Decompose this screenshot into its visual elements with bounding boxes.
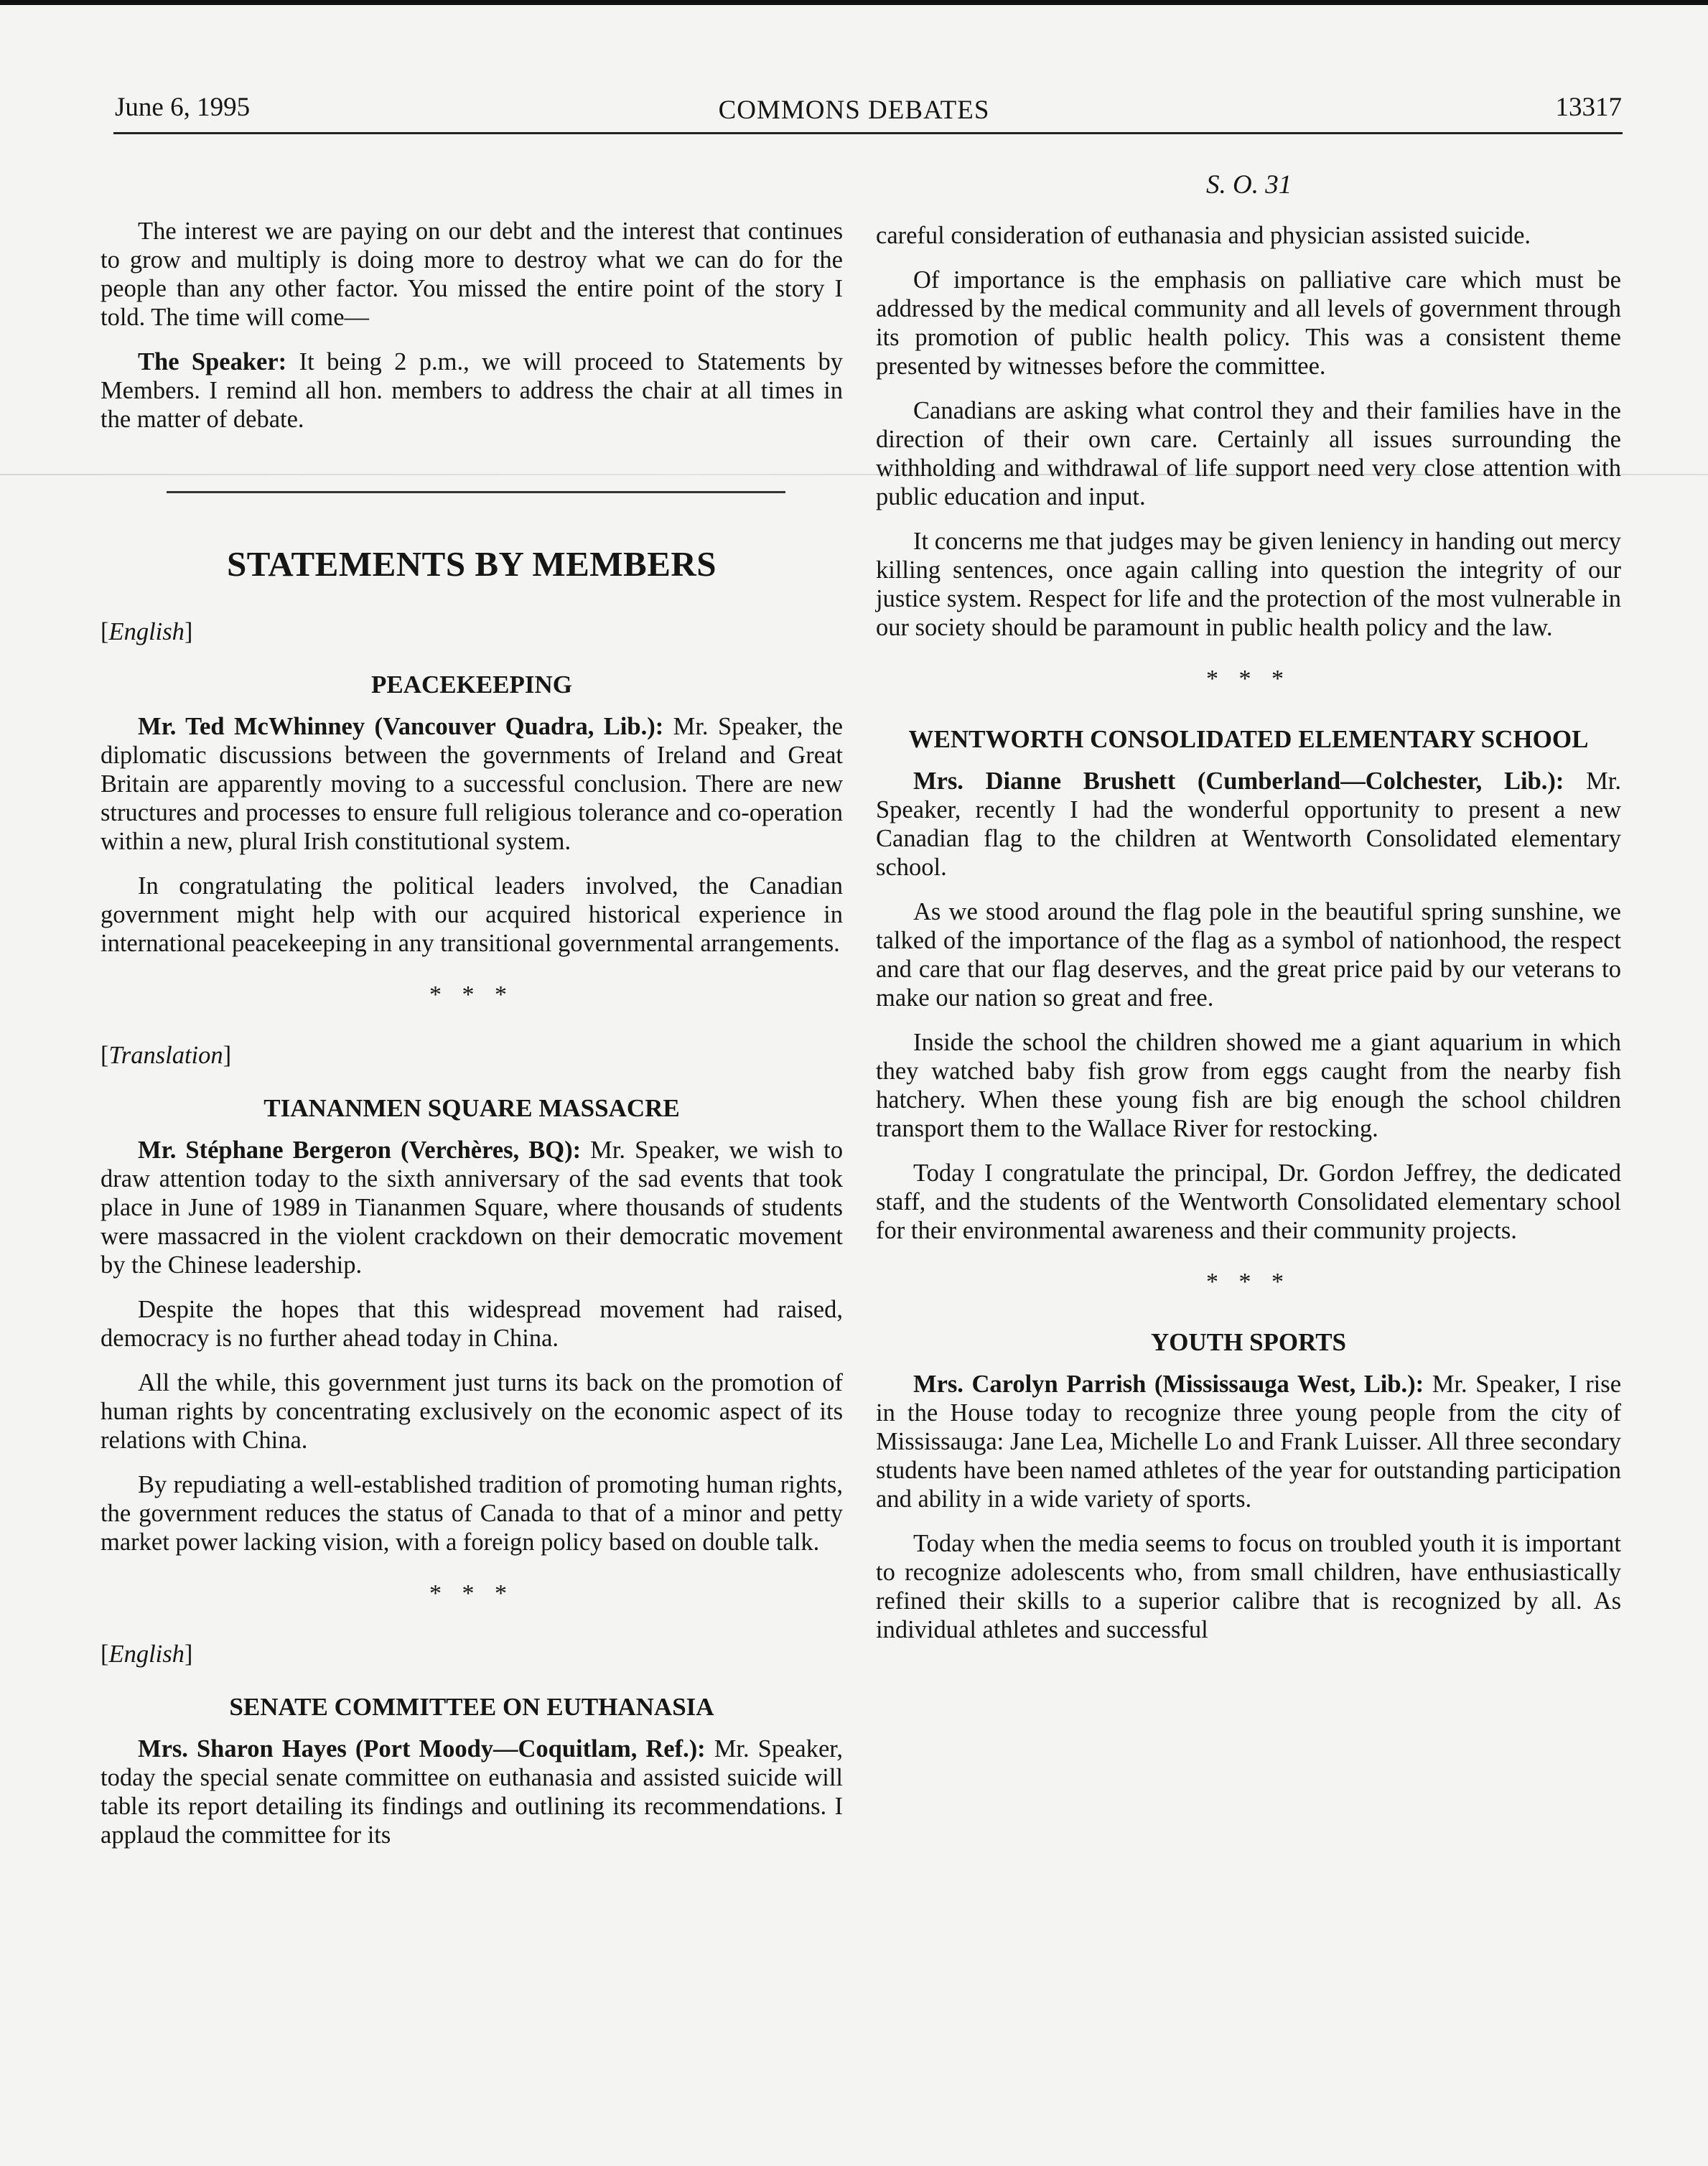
- paragraph: By repudiating a well-established tradition of promoting human rights, the government reduces the status of Canada to that of a minor and petty market power lacking vision, with a foreign policy based on double talk.: [101, 1471, 843, 1556]
- paragraph: Today I congratulate the principal, Dr. Gordon Jeffrey, the dedicated staff, and the students of the Wentworth Consolidated elementary school for their environmental awareness and their community projects.: [876, 1159, 1621, 1244]
- scan-top-border: [0, 0, 1708, 5]
- section-divider-stars: * * *: [1206, 1269, 1291, 1295]
- paragraph: Canadians are asking what control they and their families have in the direction of their own care. Certainly all issues surrounding the withholding and withdrawal of life support need very close attention with public education and input.: [876, 397, 1621, 510]
- statement-heading: TIANANMEN SQUARE MASSACRE: [263, 1094, 680, 1122]
- section-divider-stars: * * *: [429, 1580, 514, 1607]
- paragraph: Inside the school the children showed me a giant aquarium in which they watched baby fish grow from eggs caught from the nearby fish hatchery. When these young fish are big enough the school children transport them to the Wallace River for restocking.: [876, 1029, 1621, 1142]
- paragraph: careful consideration of euthanasia and physician assisted suicide.: [876, 222, 1531, 249]
- paragraph: It concerns me that judges may be given leniency in handing out mercy killing sentences, once again calling into question the integrity of our justice system. Respect for life and the protection of the most vulnerable in our society should be paramount in public health policy and the law.: [876, 528, 1621, 641]
- statement-heading: WENTWORTH CONSOLIDATED ELEMENTARY SCHOOL: [908, 725, 1589, 753]
- paragraph: [101, 1735, 843, 1849]
- header-page-number: 13317: [1555, 93, 1622, 122]
- speech-text: Mr. Speaker, I rise in the House today to recognize three young people from the city of Mississauga: Jane Lea, Michelle Lo and Frank Luisser. All three secondary students have been named athletes of the year for outstanding participation and ability in a wide variety of sports.: [876, 1371, 1622, 1513]
- speech-text: Mr. Speaker, today the special senate committee on euthanasia and assisted suicide will table its report detailing its findings and outlining its recommendations. I applaud the committee for its: [101, 1735, 844, 1849]
- paragraph: The interest we are paying on our debt and the interest that continues to grow and multiply is doing more to destroy what we can do for the people than any other factor. You missed the entire point of the story I told. The time will come—: [101, 218, 843, 331]
- language-marker: [English]: [101, 1640, 193, 1668]
- header-rule: [113, 132, 1623, 134]
- language-label: English: [108, 618, 185, 645]
- statement-heading: SENATE COMMITTEE ON EUTHANASIA: [229, 1693, 714, 1721]
- speaker-name: Mrs. Sharon Hayes (Port Moody—Coquitlam, Ref.):: [138, 1735, 706, 1763]
- speaker-name: The Speaker:: [138, 348, 287, 375]
- paragraph: [101, 347, 843, 434]
- speech-text: Mr. Speaker, the diplomatic discussions between the governments of Ireland and Great Britain are apparently moving to a successful conclusion. There are new structures and processes to ensure full religious tolerance and co-operation within a new, plural Irish constitutional system.: [101, 713, 843, 855]
- speech-text: It being 2 p.m., we will proceed to Statements by Members. I remind all hon. members to address the chair at all times in the matter of debate.: [101, 348, 843, 433]
- language-marker: [English]: [101, 618, 193, 645]
- section-title: STATEMENTS BY MEMBERS: [226, 544, 717, 584]
- header-date: June 6, 1995: [115, 93, 251, 122]
- statement-heading: PEACEKEEPING: [370, 671, 573, 699]
- paragraph: All the while, this government just turns its back on the promotion of human rights by concentrating exclusively on the economic aspect of its relations with China.: [101, 1369, 843, 1454]
- paragraph: Of importance is the emphasis on palliative care which must be addressed by the medical community and all levels of government through its promotion of public health policy. This was a consistent theme presented by witnesses before the committee.: [876, 266, 1621, 380]
- statement-heading: YOUTH SPORTS: [1150, 1328, 1347, 1356]
- speaker-name: Mrs. Dianne Brushett (Cumberland—Colchester, Lib.):: [913, 767, 1564, 795]
- section-divider-stars: * * *: [429, 981, 514, 1008]
- speaker-name: Mr. Stéphane Bergeron (Verchères, BQ):: [138, 1136, 582, 1164]
- header-publication: COMMONS DEBATES: [718, 95, 990, 125]
- paragraph: [101, 712, 843, 856]
- section-divider-stars: * * *: [1206, 666, 1291, 692]
- left-column: [101, 217, 843, 1865]
- speaker-name: Mrs. Carolyn Parrish (Mississauga West, Lib.):: [913, 1371, 1424, 1398]
- paragraph: Despite the hopes that this widespread movement had raised, democracy is no further ahead today in China.: [101, 1296, 843, 1352]
- right-column: [876, 221, 1621, 1660]
- paragraph: In congratulating the political leaders involved, the Canadian government might help with our acquired historical experience in international peacekeeping in any transitional governmental arrangements.: [101, 872, 843, 957]
- standing-order-label: S. O. 31: [1206, 170, 1292, 200]
- paragraph: As we stood around the flag pole in the beautiful spring sunshine, we talked of the importance of the flag as a symbol of nationhood, the respect and care that our flag deserves, and the great price paid by our veterans to make our nation so great and free.: [876, 898, 1621, 1012]
- paragraph: [101, 1136, 843, 1279]
- language-marker: [Translation]: [101, 1042, 232, 1069]
- language-label: English: [108, 1640, 185, 1668]
- speech-text: Mr. Speaker, recently I had the wonderful opportunity to present a new Canadian flag to the children at Wentworth Consolidated elementary school.: [876, 767, 1621, 881]
- speaker-name: Mr. Ted McWhinney (Vancouver Quadra, Lib.):: [138, 713, 664, 740]
- paragraph: Today when the media seems to focus on troubled youth it is important to recognize adolescents who, from small children, have enthusiastically refined their skills to a superior calibre that is recognized by all. As individual athletes and successful: [876, 1530, 1621, 1643]
- paragraph: [876, 1370, 1621, 1513]
- language-label: Translation: [108, 1042, 223, 1069]
- speech-text: Mr. Speaker, we wish to draw attention today to the sixth anniversary of the sad events that took place in June of 1989 in Tiananmen Square, where thousands of students were massacred in the violent crackdown on their democratic movement by the Chinese leadership.: [101, 1136, 844, 1279]
- paragraph: [876, 767, 1621, 882]
